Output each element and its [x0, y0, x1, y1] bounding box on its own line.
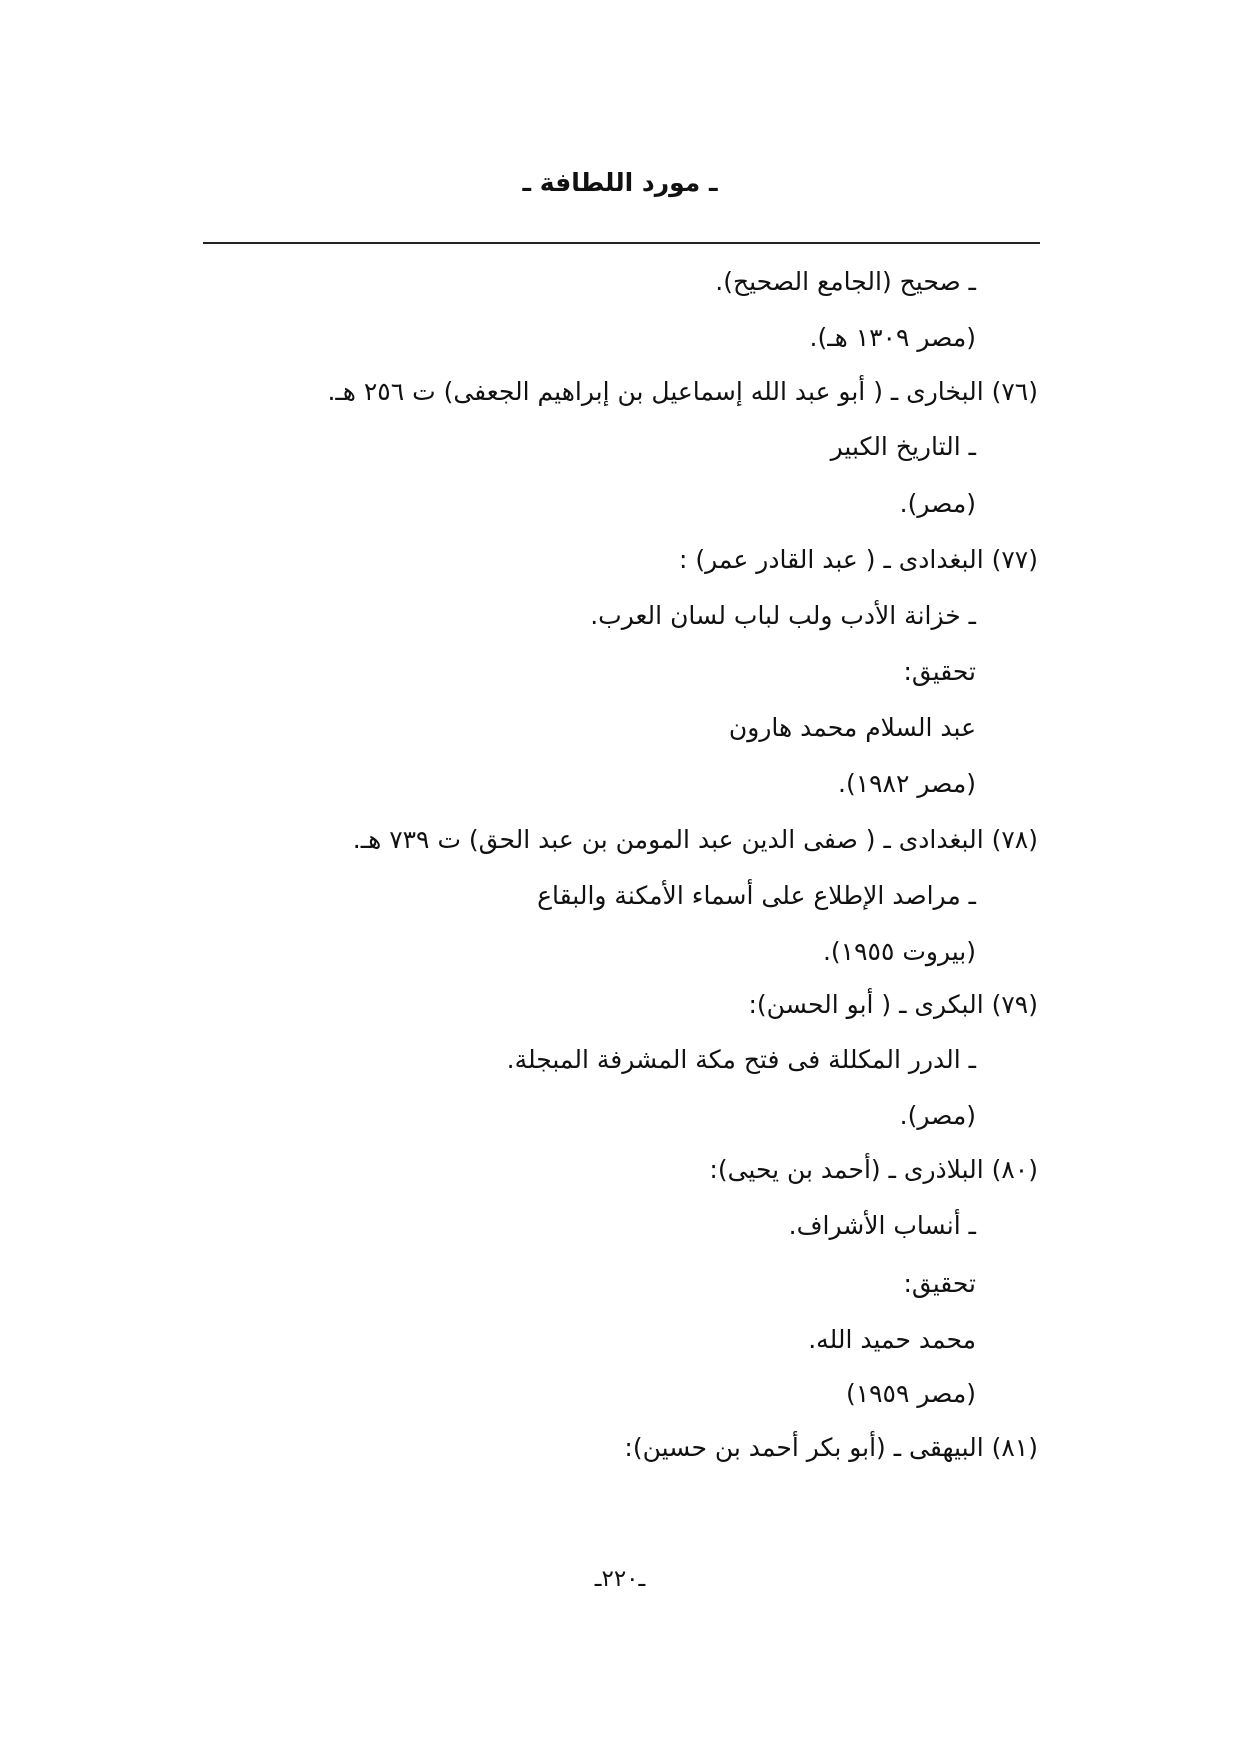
bibliography-line: (مصر ١٣٠٩ هـ). [809, 323, 976, 352]
bibliography-line: ـ صحيح (الجامع الصحيح). [715, 267, 976, 296]
bibliography-line: (مصر ١٩٨٢). [838, 769, 976, 798]
bibliography-entry-heading: (٨١) البيهقى ـ (أبو بكر أحمد بن حسين): [624, 1433, 1038, 1462]
bibliography-line: ـ الدرر المكللة فى فتح مكة المشرفة المبجلة. [506, 1045, 976, 1074]
running-header-title: ـ مورد اللطافة ـ [522, 168, 718, 197]
bibliography-line: محمد حميد الله. [808, 1325, 976, 1354]
bibliography-line: ـ مراصد الإطلاع على أسماء الأمكنة والبقاع [537, 881, 976, 910]
bibliography-entry-heading: (٧٩) البكرى ـ ( أبو الحسن): [748, 990, 1038, 1019]
bibliography-line: عبد السلام محمد هارون [728, 713, 976, 742]
bibliography-entry-heading: (٧٧) البغدادى ـ ( عبد القادر عمر) : [679, 545, 1038, 574]
bibliography-line: تحقيق: [903, 657, 976, 686]
bibliography-line: ـ أنساب الأشراف. [788, 1211, 976, 1240]
bibliography-line: (بيروت ١٩٥٥). [822, 937, 976, 966]
bibliography-line: ـ خزانة الأدب ولب لباب لسان العرب. [590, 601, 976, 630]
page-number: ـ٢٢٠ـ [594, 1566, 646, 1592]
bibliography-line: ـ التاريخ الكبير [830, 432, 976, 461]
bibliography-entry-heading: (٨٠) البلاذرى ـ (أحمد بن يحيى): [709, 1155, 1038, 1184]
bibliography-entry-heading: (٧٨) البغدادى ـ ( صفى الدين عبد المومن بن عبد الحق) ت ٧٣٩ هـ. [352, 825, 1038, 854]
bibliography-line: (مصر). [899, 489, 976, 518]
bibliography-line: (مصر). [899, 1101, 976, 1130]
bibliography-entry-heading: (٧٦) البخارى ـ ( أبو عبد الله إسماعيل بن إبراهيم الجعفى) ت ٢٥٦ هـ. [327, 377, 1038, 406]
bibliography-line: (مصر ١٩٥٩) [845, 1379, 976, 1408]
bibliography-line: تحقيق: [903, 1269, 976, 1298]
